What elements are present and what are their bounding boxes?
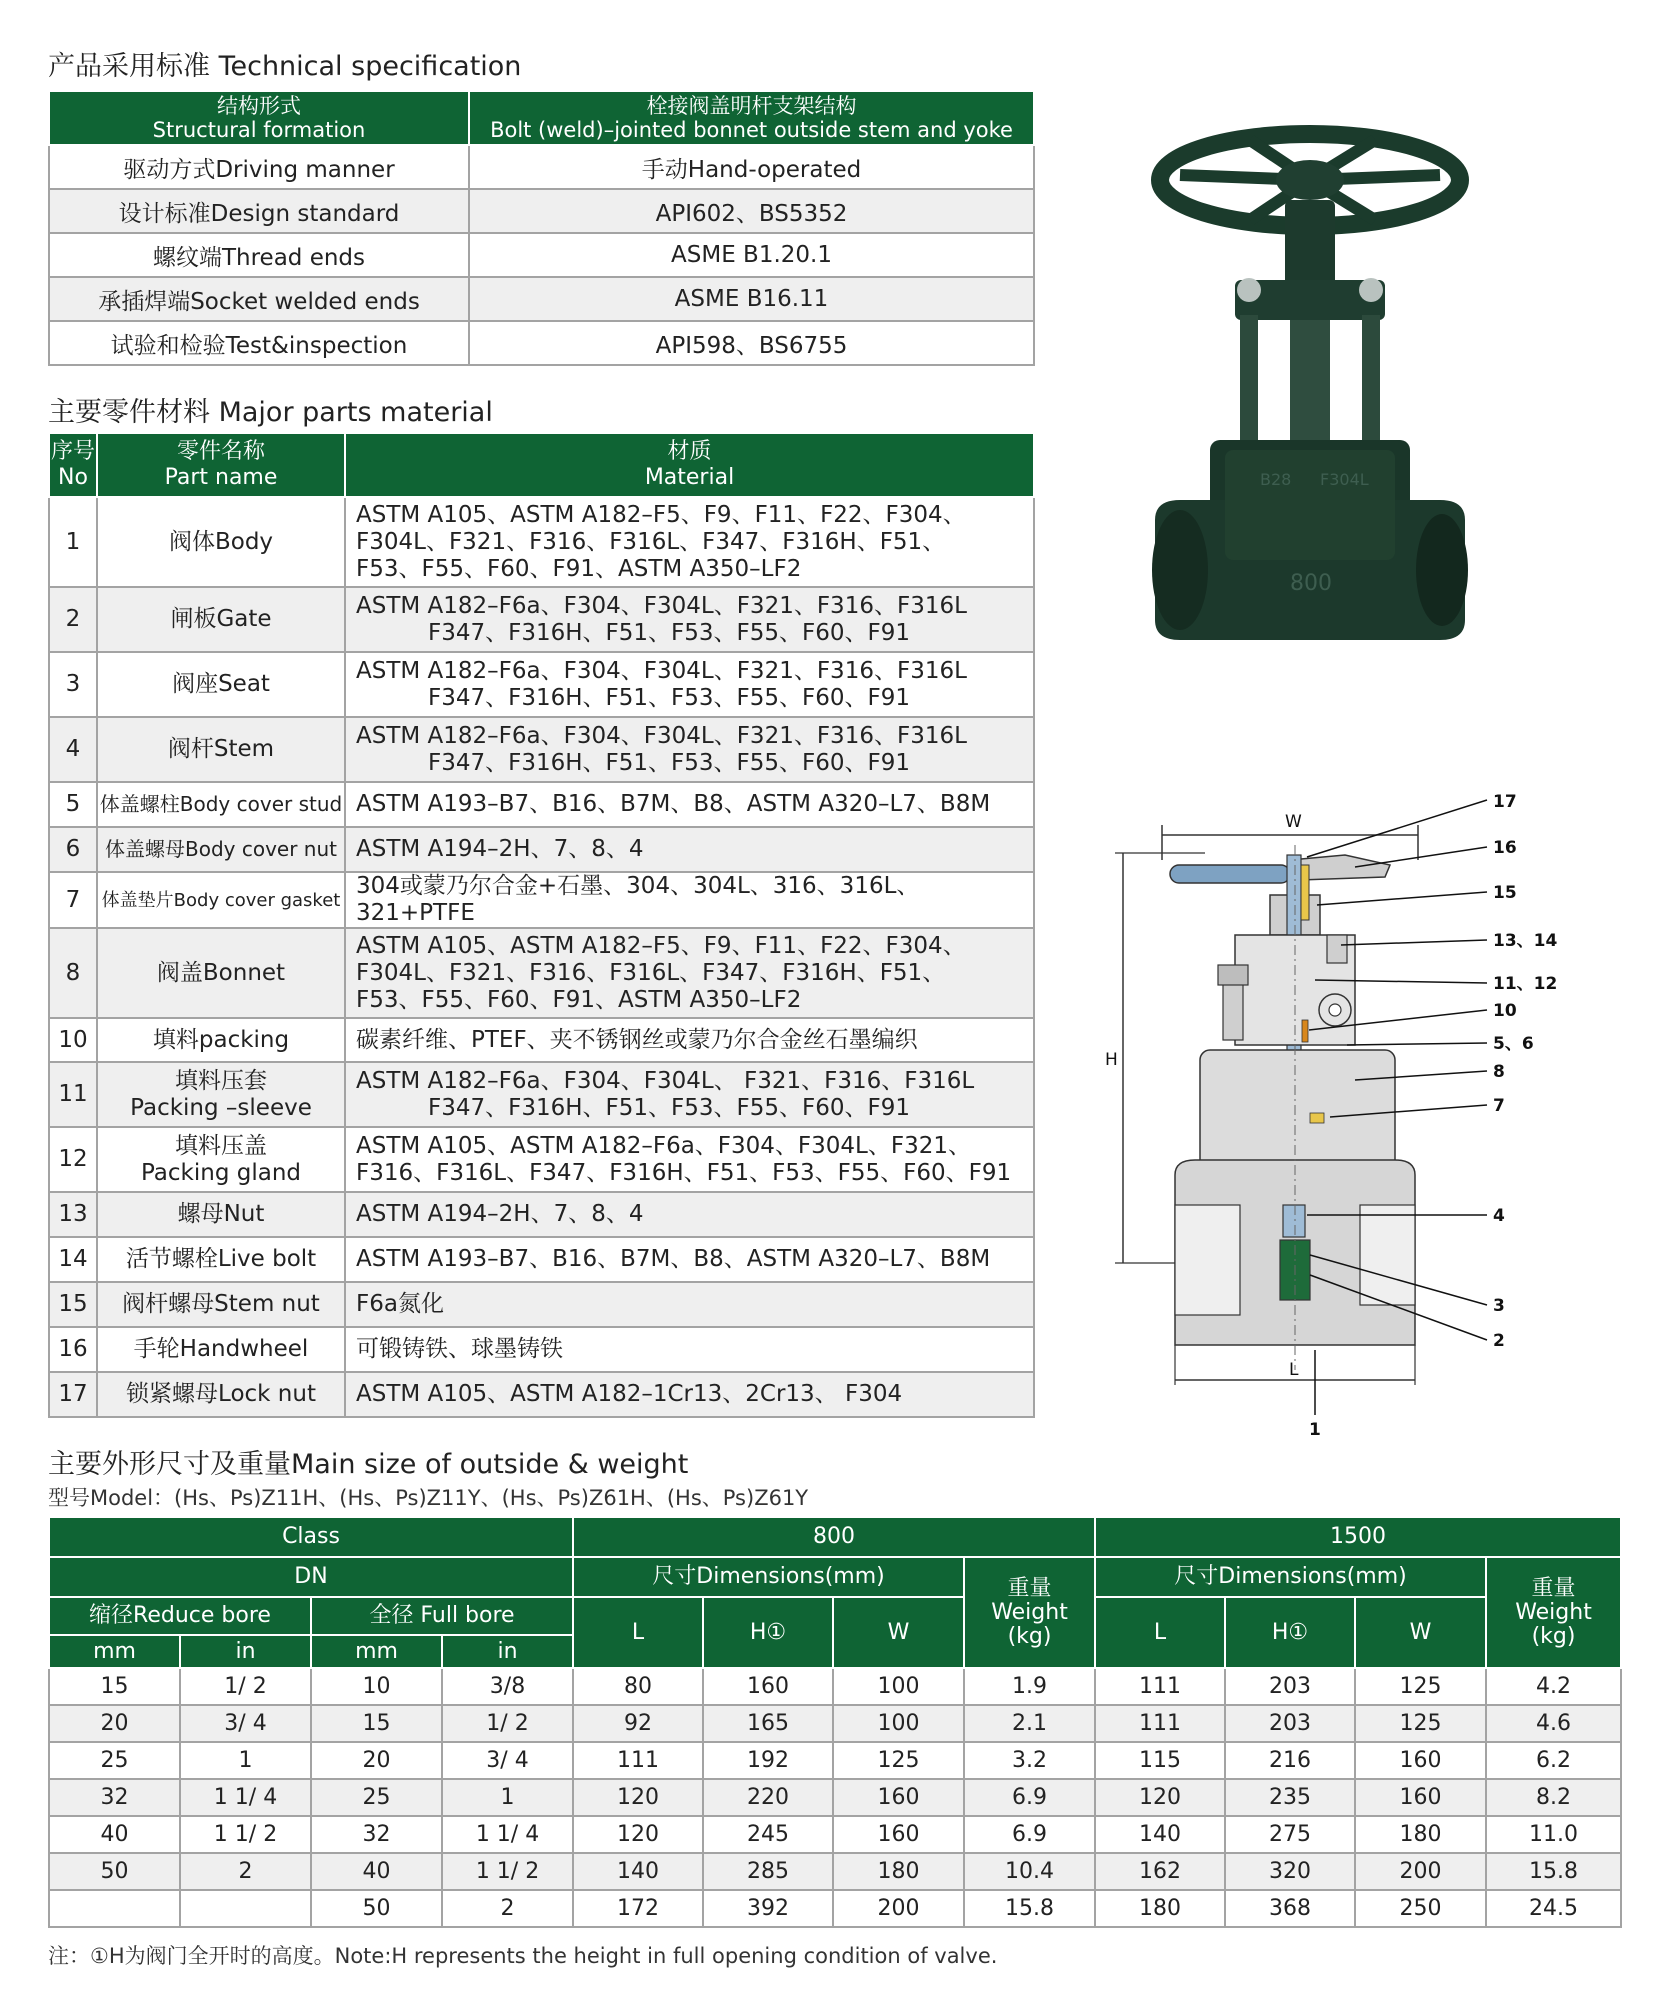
table-cell: 15.8 [1486,1853,1621,1890]
callout-17: 17 [1493,792,1517,812]
table-row: 17 锁紧螺母Lock nut ASTM A105、ASTM A182–1Cr13、2Cr13、 F304 [49,1372,1034,1417]
table-cell: 20 [311,1742,442,1779]
dims-table-body [49,1668,1621,1927]
table-cell: 368 [1225,1890,1355,1927]
table-cell: 15.8 [964,1890,1095,1927]
table-row: 15 阀杆螺母Stem nut F6a氮化 [49,1282,1034,1327]
spec-header-left: 结构形式 Structural formation [49,91,469,145]
table-cell: 160 [833,1779,964,1816]
table-cell: 115 [1095,1742,1225,1779]
spec-value: ASME B1.20.1 [469,233,1034,277]
table-cell: 192 [703,1742,833,1779]
dim-h-label: H [1105,1050,1118,1070]
table-cell: 1 [442,1779,573,1816]
table-cell: 125 [833,1742,964,1779]
table-row: 8 阀盖Bonnet ASTM A105、ASTM A182–F5、F9、F11、F22、F304、 F304L、F321、F316、F316L、F347、F316H、F51、 F53、F55、F60、F91、ASTM A350–LF2 [49,928,1034,1018]
table-row: 10 填料packing 碳素纤维、PTEF、夹不锈钢丝或蒙乃尔合金丝石墨编织 [49,1018,1034,1062]
table-cell: 160 [833,1816,964,1853]
callout-1: 1 [1309,1420,1321,1440]
table-cell: 180 [833,1853,964,1890]
table-cell: 162 [1095,1853,1225,1890]
table-cell: 160 [1355,1742,1486,1779]
table-row: 12 填料压盖 Packing gland ASTM A105、ASTM A182–F6a、F304、F304L、F321、 F316、F316L、F347、F316H、F51、F53、F55、F60、F91 [49,1127,1034,1192]
table-row: 3 阀座Seat ASTM A182–F6a、F304、F304L、F321、F316、F316L F347、F316H、F51、F53、F55、F60、F91 [49,652,1034,717]
dims-table: Class 800 1500 DN 尺寸Dimensions(mm) 重量 Weight (kg) 尺寸Dimensions(mm) 重量 Weight (kg) 缩径Reduce bore 全径 Full bore L H① W L H① W mm in mm in 15 1/ 2 10 3/8 80 160 100 1.9 111 203 125 4.2 20 3/ 4 15 1/ 2 92 165 100 2.1 111 203 125 4.6 25 1 20 3/ 4 111 192 125 3.2 115 216 160 6.2 32 1 1/ 4 25 1 120 220 160 6.9 120 235 160 8.2 40 1 1/ 2 32 1 1/ 4 120 245 160 6.9 140 275 180 11.0 50 2 40 1 1/ 2 140 285 180 10.4 162 320 200 15.8 50 2 172 392 200 15.8 180 368 250 24.5 [48,1516,1622,1928]
parts-header-no: 序号 No [49,433,97,497]
table-cell: 1 1/ 4 [180,1779,311,1816]
table-cell: 120 [573,1779,703,1816]
table-cell: 50 [49,1853,180,1890]
table-cell: 40 [49,1816,180,1853]
table-row [49,1853,1621,1890]
table-cell: 160 [1355,1779,1486,1816]
table-row: 5 体盖螺柱Body cover stud ASTM A193–B7、B16、B7M、B8、ASTM A320–L7、B8M [49,782,1034,827]
callout-16: 16 [1493,838,1517,858]
table-cell: 111 [573,1742,703,1779]
table-cell: 160 [703,1668,833,1705]
table-row [49,1668,1621,1705]
table-cell: 235 [1225,1779,1355,1816]
table-row: 2 闸板Gate ASTM A182–F6a、F304、F304L、F321、F316、F316L F347、F316H、F51、F53、F55、F60、F91 [49,587,1034,652]
table-cell: 6.9 [964,1779,1095,1816]
table-cell: 1 1/ 2 [442,1853,573,1890]
table-cell: 200 [833,1890,964,1927]
callout-3: 3 [1493,1296,1505,1316]
table-cell: 92 [573,1705,703,1742]
table-cell: 15 [311,1705,442,1742]
table-cell: 120 [573,1816,703,1853]
table-cell: 120 [1095,1779,1225,1816]
callout-15: 15 [1493,883,1517,903]
table-cell: 15 [49,1668,180,1705]
table-cell: 6.9 [964,1816,1095,1853]
table-cell: 4.2 [1486,1668,1621,1705]
table-cell: 180 [1355,1816,1486,1853]
table-cell [49,1890,180,1927]
spec-key: 驱动方式Driving manner [49,145,469,189]
photo-mark-1: B28 [1260,470,1292,489]
spec-key: 承插焊端Socket welded ends [49,277,469,321]
parts-header-material: 材质 Material [345,433,1034,497]
table-cell: 140 [1095,1816,1225,1853]
table-cell: 100 [833,1668,964,1705]
valve-cross-section-diagram [1085,785,1605,1455]
table-cell: 2.1 [964,1705,1095,1742]
table-row [49,1742,1621,1779]
photo-mark-3: 800 [1290,571,1332,596]
table-cell: 10.4 [964,1853,1095,1890]
table-row [49,1890,1621,1927]
table-row: 7 体盖垫片Body cover gasket 304或蒙乃尔合金+石墨、304、304L、316、316L、321+PTFE [49,872,1034,928]
parts-header-name: 零件名称 Part name [97,433,345,497]
table-cell: 200 [1355,1853,1486,1890]
table-cell: 4.6 [1486,1705,1621,1742]
table-row: 1 阀体Body ASTM A105、ASTM A182–F5、F9、F11、F22、F304、 F304L、F321、F316、F316L、F347、F316H、F51、 F53、F55、F60、F91、ASTM A350–LF2 [49,497,1034,587]
table-cell: 3/ 4 [442,1742,573,1779]
photo-mark-2: F304L [1320,470,1369,489]
dims-title: 主要外形尺寸及重量Main size of outside & weight [48,1449,689,1480]
table-cell: 11.0 [1486,1816,1621,1853]
table-cell: 24.5 [1486,1890,1621,1927]
dim-w-label: W [1285,812,1302,832]
spec-key: 设计标准Design standard [49,189,469,233]
table-cell: 2 [442,1890,573,1927]
table-cell: 1/ 2 [180,1668,311,1705]
table-row: 11 填料压套 Packing –sleeve ASTM A182–F6a、F304、F304L、 F321、F316、F316L F347、F316H、F51、F53、F55、F60、F91 [49,1062,1034,1127]
table-cell: 80 [573,1668,703,1705]
table-cell: 140 [573,1853,703,1890]
table-row [49,1779,1621,1816]
callout-11-12: 11、12 [1493,974,1558,994]
table-cell: 3.2 [964,1742,1095,1779]
table-cell: 125 [1355,1705,1486,1742]
table-cell: 250 [1355,1890,1486,1927]
table-cell: 125 [1355,1668,1486,1705]
spec-value: API598、BS6755 [469,321,1034,365]
table-cell: 111 [1095,1668,1225,1705]
table-cell: 203 [1225,1705,1355,1742]
table-cell: 1 1/ 4 [442,1816,573,1853]
parts-table [48,432,1035,1418]
table-cell: 25 [49,1742,180,1779]
spec-header-right: 栓接阀盖明杆支架结构 Bolt (weld)–jointed bonnet outside stem and yoke [469,91,1034,145]
table-cell: 220 [703,1779,833,1816]
table-cell: 1/ 2 [442,1705,573,1742]
table-cell [180,1890,311,1927]
table-cell: 165 [703,1705,833,1742]
spec-value: API602、BS5352 [469,189,1034,233]
table-row: 13 螺母Nut ASTM A194–2H、7、8、4 [49,1192,1034,1237]
table-row: 14 活节螺栓Live bolt ASTM A193–B7、B16、B7M、B8、ASTM A320–L7、B8M [49,1237,1034,1282]
table-cell: 392 [703,1890,833,1927]
table-row [49,1705,1621,1742]
callout-13-14: 13、14 [1493,931,1558,951]
table-cell: 100 [833,1705,964,1742]
valve-photo [1140,120,1480,660]
table-cell: 111 [1095,1705,1225,1742]
table-cell: 216 [1225,1742,1355,1779]
table-row: 4 阀杆Stem ASTM A182–F6a、F304、F304L、F321、F316、F316L F347、F316H、F51、F53、F55、F60、F91 [49,717,1034,782]
table-cell: 1.9 [964,1668,1095,1705]
table-cell: 320 [1225,1853,1355,1890]
table-cell: 172 [573,1890,703,1927]
callout-5-6: 5、6 [1493,1034,1534,1054]
table-cell: 20 [49,1705,180,1742]
table-cell: 275 [1225,1816,1355,1853]
table-row: 6 体盖螺母Body cover nut ASTM A194–2H、7、8、4 [49,827,1034,872]
table-cell: 25 [311,1779,442,1816]
callout-4: 4 [1493,1206,1505,1226]
spec-table [48,90,1035,366]
table-cell: 2 [180,1853,311,1890]
table-cell: 32 [49,1779,180,1816]
callout-7: 7 [1493,1096,1505,1116]
dim-l-label: L [1289,1360,1299,1380]
spec-key: 试验和检验Test&inspection [49,321,469,365]
callout-10: 10 [1493,1001,1517,1021]
table-cell: 3/ 4 [180,1705,311,1742]
footnote: 注：①H为阀门全开时的高度。Note:H represents the height in full opening condition of valve. [48,1944,998,1968]
spec-value: ASME B16.11 [469,277,1034,321]
table-cell: 32 [311,1816,442,1853]
table-cell: 1 1/ 2 [180,1816,311,1853]
spec-key: 螺纹端Thread ends [49,233,469,277]
callout-8: 8 [1493,1062,1505,1082]
table-cell: 1 [180,1742,311,1779]
table-cell: 3/8 [442,1668,573,1705]
table-cell: 40 [311,1853,442,1890]
parts-title: 主要零件材料 Major parts material [48,397,493,428]
table-cell: 6.2 [1486,1742,1621,1779]
table-cell: 285 [703,1853,833,1890]
table-cell: 203 [1225,1668,1355,1705]
table-row [49,1816,1621,1853]
table-row: 16 手轮Handwheel 可锻铸铁、球墨铸铁 [49,1327,1034,1372]
callout-2: 2 [1493,1331,1505,1351]
table-cell: 50 [311,1890,442,1927]
model-line: 型号Model：(Hs、Ps)Z11H、(Hs、Ps)Z11Y、(Hs、Ps)Z61H、(Hs、Ps)Z61Y [48,1486,809,1510]
spec-title: 产品采用标准 Technical specification [48,51,522,82]
table-cell: 8.2 [1486,1779,1621,1816]
spec-value: 手动Hand-operated [469,145,1034,189]
table-cell: 10 [311,1668,442,1705]
table-cell: 180 [1095,1890,1225,1927]
table-cell: 245 [703,1816,833,1853]
